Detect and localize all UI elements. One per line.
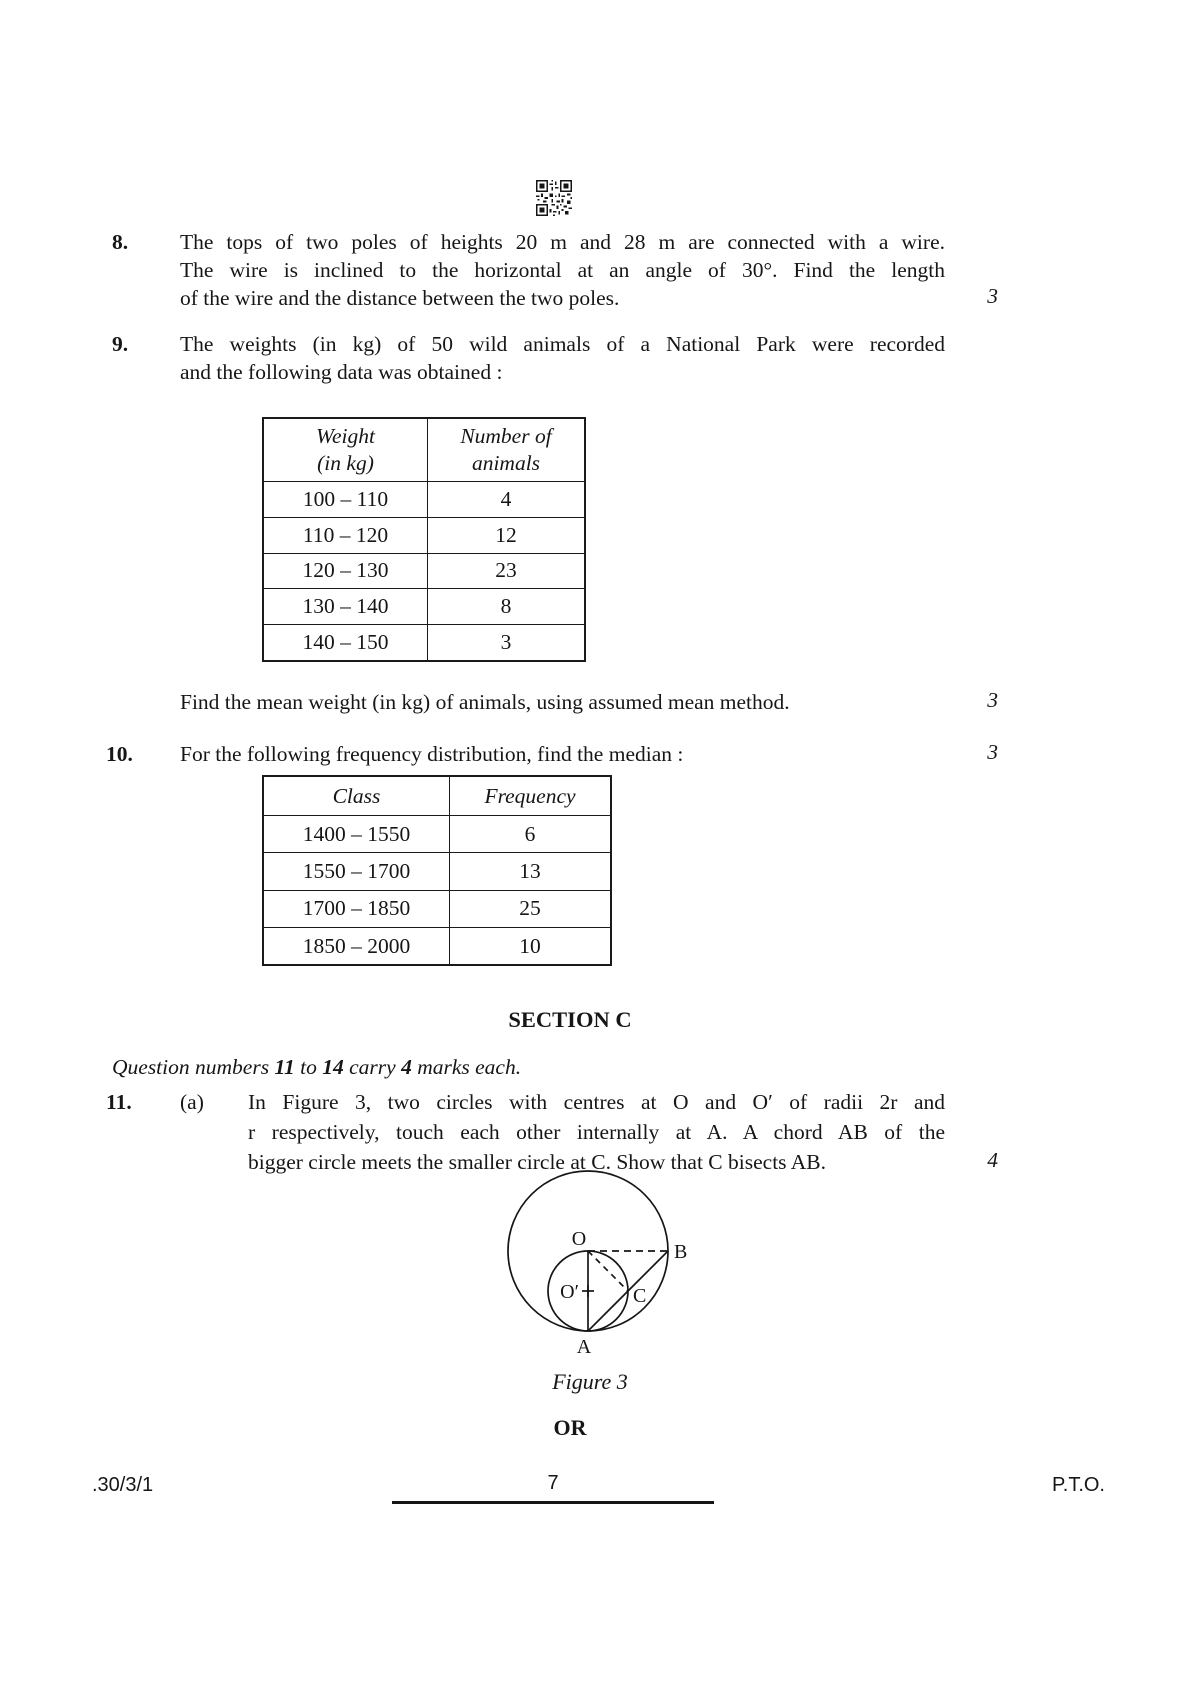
label-o-prime: O′ bbox=[560, 1281, 579, 1303]
q9-table-row: 130 – 140 8 bbox=[264, 588, 584, 624]
q11-line-3: bigger circle meets the smaller circle at C. Show that C bisects AB. bbox=[248, 1150, 826, 1174]
q9-followup: Find the mean weight (in kg) of animals, using assumed mean method. bbox=[180, 690, 790, 714]
q10-table-row: 1550 – 1700 13 bbox=[264, 852, 610, 889]
q10-number: 10. bbox=[106, 742, 133, 766]
q9-table-header-weight: Weight (in kg) bbox=[264, 419, 428, 481]
section-c-note: Question numbers 11 to 14 carry 4 marks each. bbox=[112, 1055, 522, 1079]
q8-line-2: The wire is inclined to the horizontal at an angle of 30°. Find the length bbox=[180, 258, 945, 282]
paper-code: .30/3/1 bbox=[92, 1474, 154, 1496]
q11-marks: 4 bbox=[987, 1148, 998, 1172]
q8-line-1: The tops of two poles of heights 20 m and 28 m are connected with a wire. bbox=[180, 230, 945, 254]
q11-line-1: In Figure 3, two circles with centres at O and O′ of radii 2r and bbox=[248, 1090, 945, 1114]
q11-part-label: (a) bbox=[180, 1090, 204, 1114]
label-a: A bbox=[576, 1336, 592, 1358]
section-c-heading: SECTION C bbox=[508, 1007, 632, 1032]
pto-label: P.T.O. bbox=[1052, 1474, 1105, 1496]
q11-number: 11. bbox=[106, 1090, 132, 1114]
q10-table-row: 1400 – 1550 6 bbox=[264, 815, 610, 852]
q9-number: 9. bbox=[112, 332, 129, 356]
q9-marks: 3 bbox=[987, 688, 998, 712]
q8-number: 8. bbox=[112, 230, 129, 254]
label-b: B bbox=[674, 1241, 688, 1263]
q10-frequency-table bbox=[262, 775, 612, 966]
q10-table-header-class: Class bbox=[264, 777, 450, 815]
q9-table-row: 100 – 110 4 bbox=[264, 481, 584, 517]
q9-table-row: 120 – 130 23 bbox=[264, 553, 584, 589]
q9-table-header-animals: Number of animals bbox=[460, 424, 552, 475]
q10-table-header-frequency: Frequency bbox=[484, 783, 576, 808]
figure-3-caption: Figure 3 bbox=[552, 1369, 628, 1394]
q9-weights-table bbox=[262, 417, 586, 662]
or-separator: OR bbox=[553, 1415, 587, 1440]
label-c: C bbox=[633, 1285, 647, 1307]
q9-table-row: 110 – 120 12 bbox=[264, 517, 584, 553]
page-number: 7 bbox=[547, 1472, 559, 1494]
q8-line-3: of the wire and the distance between the two poles. bbox=[180, 286, 620, 310]
q8-marks: 3 bbox=[987, 284, 998, 308]
q10-table-row: 1700 – 1850 25 bbox=[264, 890, 610, 927]
q10-marks: 3 bbox=[987, 740, 998, 764]
q10-text: For the following frequency distribution, find the median : bbox=[180, 742, 684, 766]
q9-line-2: and the following data was obtained : bbox=[180, 360, 503, 384]
figure-3-diagram bbox=[455, 1163, 745, 1368]
q11-line-2: r respectively, touch each other internally at A. A chord AB of the bbox=[248, 1120, 945, 1144]
q9-line-1: The weights (in kg) of 50 wild animals of a National Park were recorded bbox=[180, 332, 945, 356]
footer-rule bbox=[392, 1501, 714, 1504]
label-o: O bbox=[571, 1228, 587, 1250]
q10-table-row: 1850 – 2000 10 bbox=[264, 927, 610, 964]
q9-table-row: 140 – 150 3 bbox=[264, 624, 584, 660]
qr-code-icon bbox=[536, 180, 572, 216]
